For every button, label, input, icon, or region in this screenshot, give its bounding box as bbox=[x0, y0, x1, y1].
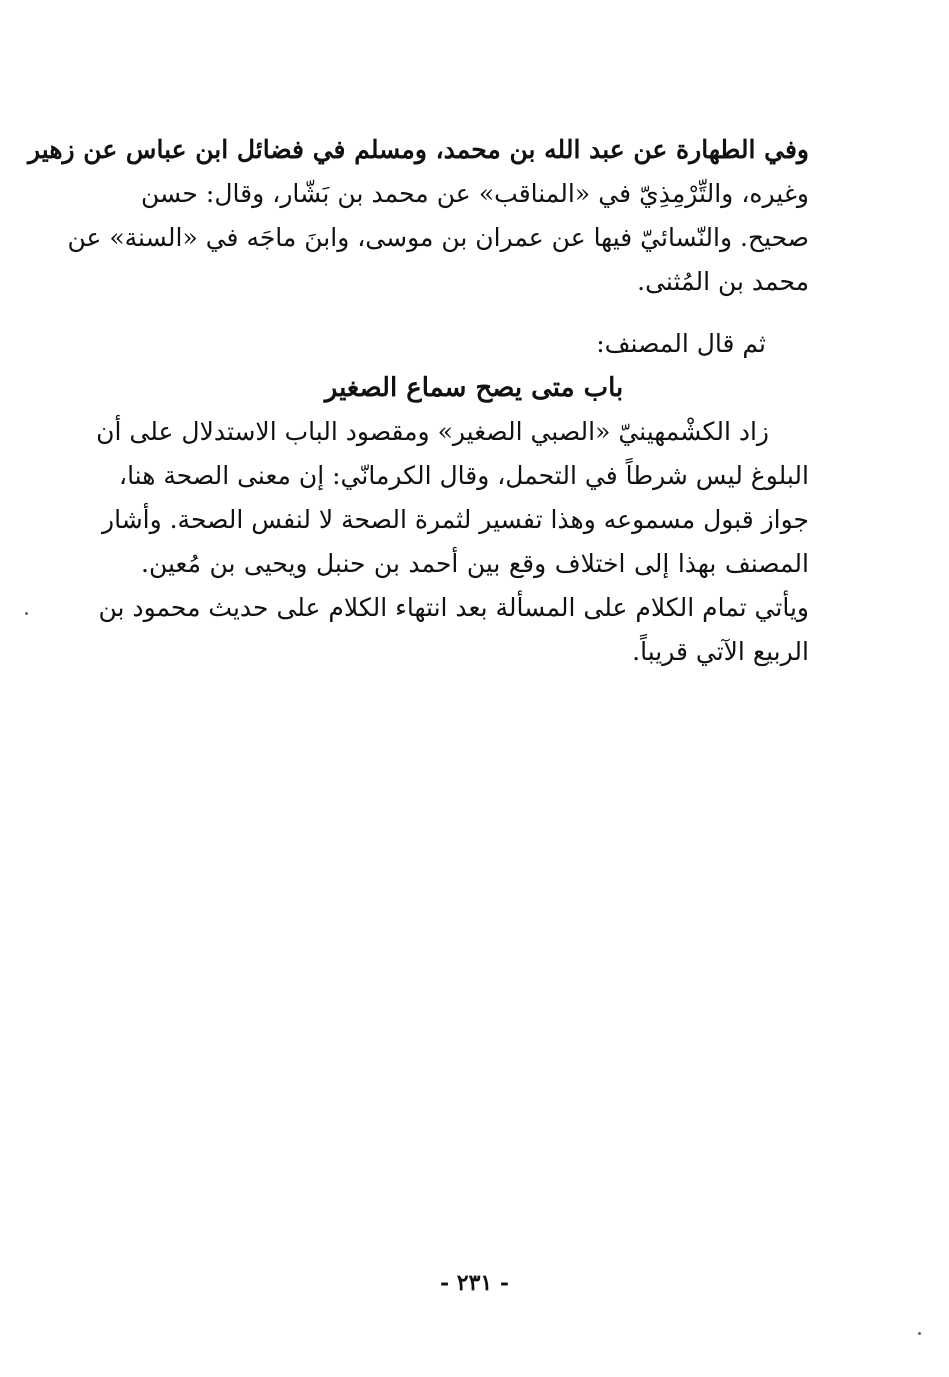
text-line: وفي الطهارة عن عبد الله بن محمد، ومسلم في فضائل ابن عباس عن زهير bbox=[27, 135, 809, 164]
text-line: وغيره، والتِّرْمِذِيّ في «المناقب» عن محمد بن بَشّار، وقال: حسن bbox=[141, 179, 809, 208]
lead-in-text: ثم قال المصنف: bbox=[596, 329, 766, 358]
text-line: زاد الكشْمهينيّ «الصبي الصغير» ومقصود الباب الاستدلال على أن bbox=[96, 417, 769, 446]
text-line: صحيح. والنّسائيّ فيها عن عمران بن موسى، وابنَ ماجَه في «السنة» عن bbox=[67, 223, 809, 252]
text-line: المصنف بهذا إلى اختلاف وقع بين أحمد بن حنبل ويحيى بن مُعين. bbox=[141, 549, 809, 578]
text-line: البلوغ ليس شرطاً في التحمل، وقال الكرمانّي: إن معنى الصحة هنا، bbox=[119, 461, 809, 490]
chapter-heading: باب متى يصح سماع الصغير bbox=[324, 373, 624, 403]
paragraph-commentary bbox=[96, 410, 809, 674]
scan-speck bbox=[918, 1332, 921, 1335]
paragraph-hadith-sources bbox=[27, 128, 809, 304]
text-line: ويأتي تمام الكلام على المسألة بعد انتهاء الكلام على حديث محمود بن bbox=[98, 593, 809, 622]
scan-speck bbox=[25, 612, 28, 615]
page-number: - ٢٣١ - bbox=[439, 1270, 510, 1296]
text-line: جواز قبول مسموعه وهذا تفسير لثمرة الصحة لا لنفس الصحة. وأشار bbox=[102, 505, 809, 534]
text-line: محمد بن المُثنى. bbox=[637, 267, 809, 296]
text-line: الربيع الآتي قريباً. bbox=[632, 637, 809, 666]
